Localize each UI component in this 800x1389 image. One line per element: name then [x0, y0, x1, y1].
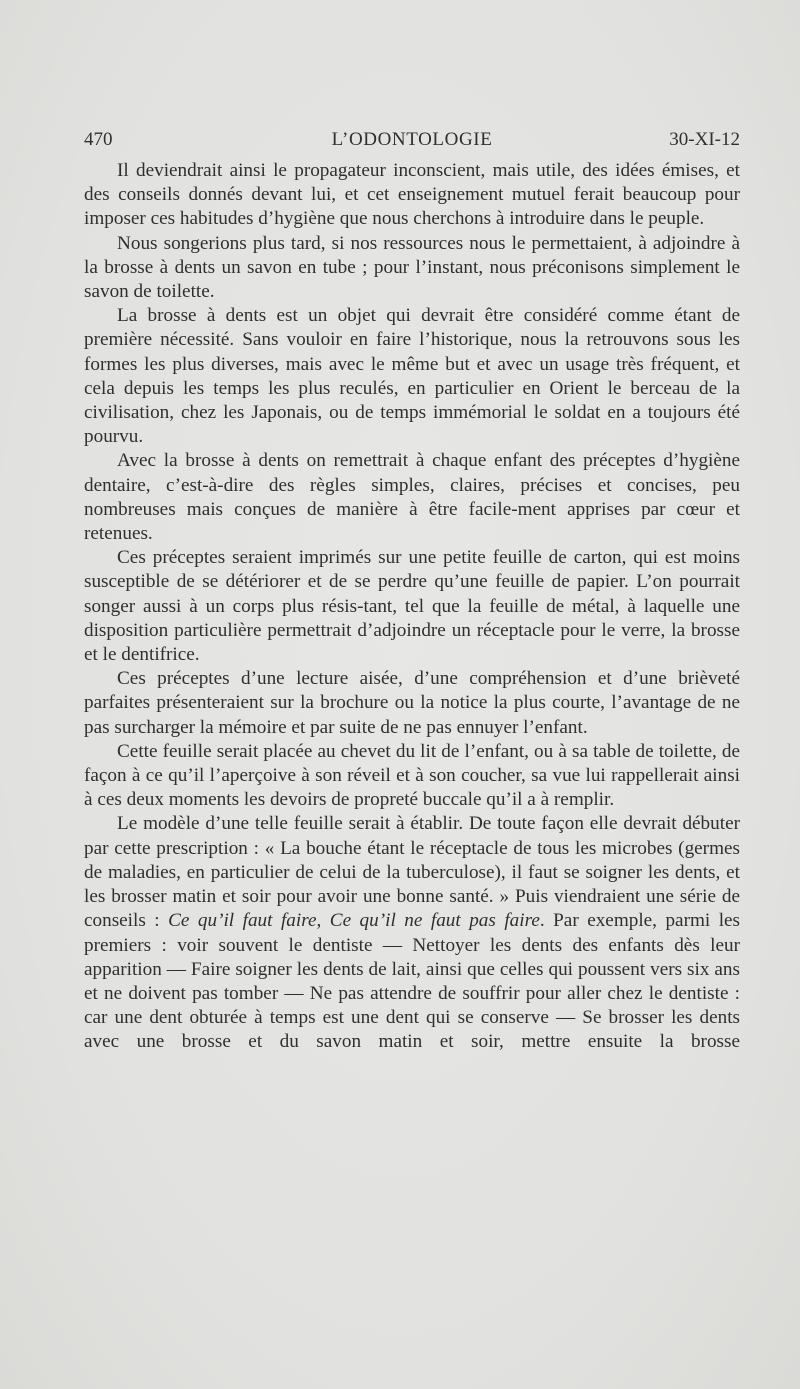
paragraph: Ces préceptes d’une lecture aisée, d’une compréhension et d’une brièveté parfaites présenteraient sur la brochure ou la notice la plus courte, l’avantage de ne pas surcharger la mémoire et par suite de ne pas ennuyer l’enfant. — [84, 668, 740, 738]
paragraph: Cette feuille serait placée au chevet du lit de l’enfant, ou à sa table de toilette, de façon à ce qu’il l’aperçoive à son réveil et à son coucher, sa vue lui rappellerait ainsi à ces deux moments les devoirs de propreté buccale qu’il a à remplir. — [84, 740, 740, 811]
running-header — [84, 126, 740, 154]
italic-heading: Ce qu’il ne faut pas faire — [329, 910, 540, 932]
journal-title: L’ODONTOLOGIE — [331, 129, 493, 150]
issue-date: 30-XI-12 — [669, 129, 740, 150]
paragraph: Ces préceptes seraient imprimés sur une petite feuille de carton, qui est moins susceptible de se détériorer et de se perdre qu’une feuille de papier. L’on pourrait songer aussi à un corps plus résis-tant, tel que la feuille de métal, à laquelle une disposition particulière permettrait d’adjoindre un réceptacle pour le verre, la brosse et le dentifrice. — [84, 547, 740, 666]
italic-heading: Ce qu’il faut faire — [168, 910, 317, 932]
paragraph-text: , — [316, 910, 330, 932]
body-text — [84, 159, 740, 1055]
paragraph: Nous songerions plus tard, si nos ressources nous le permettaient, à adjoindre à la brosse à dents un savon en tube ; pour l’instant, nous préconisons simplement le savon de toilette. — [84, 232, 740, 303]
paragraph-text: . Par exemple, parmi les premiers : voir souvent le dentiste — Nettoyer les dents des enfants dès leur apparition — Faire soigner les dents de lait, ainsi que celles qui poussent vers six ans et ne doivent pas tomber — Ne pas attendre de souffrir pour aller chez le dentiste : car une dent obturée à temps est une dent qui se conserve — Se brosser les dents avec une brosse et du savon matin et soir, mettre ensuite la brosse — [84, 910, 741, 1053]
paragraph-text: Le modèle d’une telle feuille serait à établir. De toute façon elle devrait débuter par cette prescription : « La bouche étant le réceptacle de tous les microbes (germes de maladies, en particulier de celui de la tuberculose), il faut se soigner les dents, et les brosser matin et soir pour avoir une bonne santé. » Puis viendraient une série de conseils : — [84, 813, 740, 932]
paragraph: Avec la brosse à dents on remettrait à chaque enfant des préceptes d’hygiène dentaire, c’est-à-dire des règles simples, claires, précises et concises, peu nombreuses mais conçues de manière à être facile-ment apprises par cœur et retenues. — [84, 450, 740, 545]
page-number: 470 — [84, 129, 113, 150]
paragraph: Il deviendrait ainsi le propagateur inconscient, mais utile, des idées émises, et des conseils donnés devant lui, et cet enseignement mutuel ferait beaucoup pour imposer ces habitudes d’hygiène que nous cherchons à introduire dans le peuple. — [84, 160, 740, 230]
paragraph-continues — [84, 812, 740, 1054]
paragraph: La brosse à dents est un objet qui devrait être considéré comme étant de première nécessité. Sans vouloir en faire l’historique, nous la retrouvons sous les formes les plus diverses, mais avec le même but et avec un usage très fréquent, et cela depuis les temps les plus reculés, en particulier en Orient le berceau de la civilisation, chez les Japonais, ou de temps immémorial le soldat en a toujours été pourvu. — [84, 305, 740, 448]
